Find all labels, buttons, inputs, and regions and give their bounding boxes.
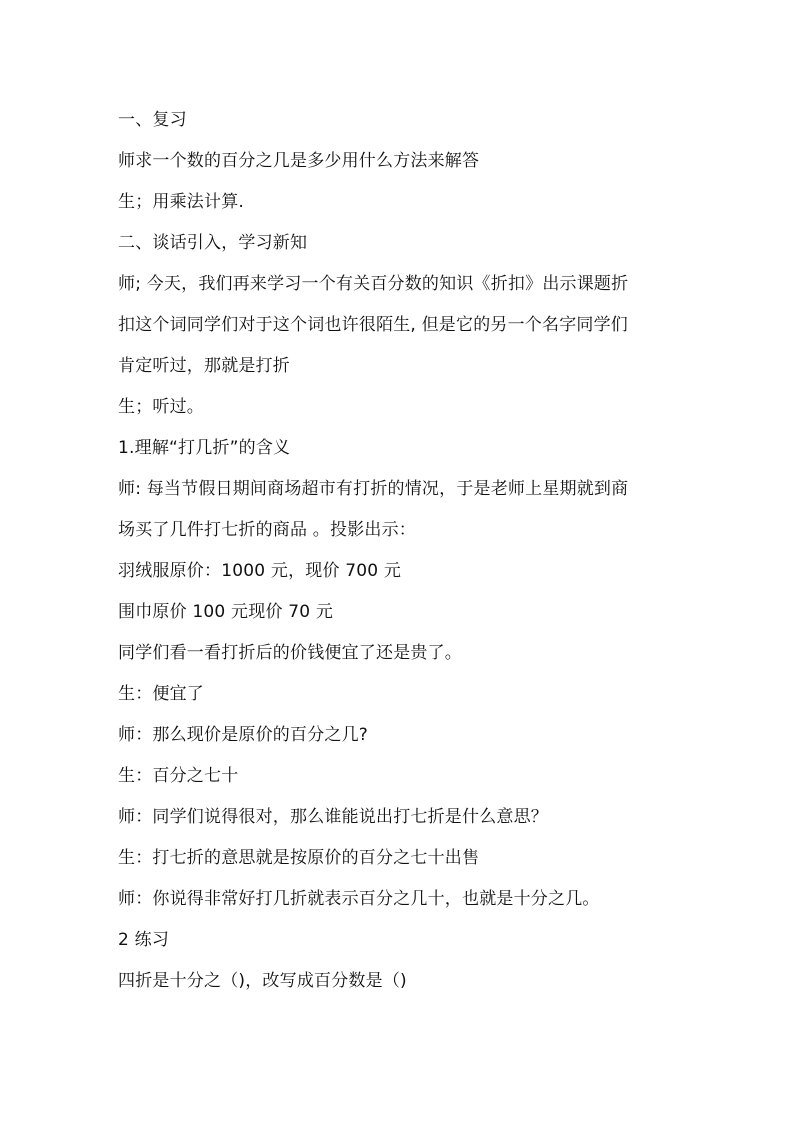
subheading-practice: 2 练习	[118, 930, 170, 950]
paragraph-line: 同学们看一看打折后的价钱便宜了还是贵了。	[118, 643, 462, 663]
paragraph-line: 师：你说得非常好打几折就表示百分之几十，也就是十分之几。	[118, 889, 600, 909]
paragraph-line: 围巾原价 100 元现价 70 元	[118, 602, 334, 622]
paragraph-line: 生；用乘法计算.	[118, 192, 245, 212]
paragraph-line: 扣这个词同学们对于这个词也许很陌生, 但是它的另一个名字同学们	[118, 315, 629, 335]
paragraph-line: 师：那么现价是原价的百分之几?	[118, 725, 369, 745]
paragraph-line: 生；听过。	[118, 397, 204, 417]
paragraph-line: 四折是十分之（)，改写成百分数是（)	[118, 971, 407, 991]
paragraph-line: 场买了几件打七折的商品 。投影出示：	[118, 520, 417, 540]
subheading-discount-meaning: 1.理解“打几折”的含义	[118, 438, 291, 458]
paragraph-line: 师：同学们说得很对，那么谁能说出打七折是什么意思？	[118, 807, 548, 827]
paragraph-line: 师; 今天，我们再来学习一个有关百分数的知识《折扣》出示课题折	[118, 274, 629, 294]
paragraph-line: 师求一个数的百分之几是多少用什么方法来解答	[118, 151, 480, 171]
heading-review: 一、复习	[118, 110, 187, 130]
paragraph-line: 肯定听过，那就是打折	[118, 356, 290, 376]
paragraph-line: 生：百分之七十	[118, 766, 239, 786]
paragraph-line: 羽绒服原价：1000 元，现价 700 元	[118, 561, 402, 581]
document-body	[118, 100, 688, 1002]
paragraph-line: 生：打七折的意思就是按原价的百分之七十出售	[118, 848, 480, 868]
paragraph-line: 师: 每当节假日期间商场超市有打折的情况，于是老师上星期就到商	[118, 479, 629, 499]
heading-new-knowledge: 二、谈话引入，学习新知	[118, 233, 308, 253]
paragraph-line: 生：便宜了	[118, 684, 204, 704]
